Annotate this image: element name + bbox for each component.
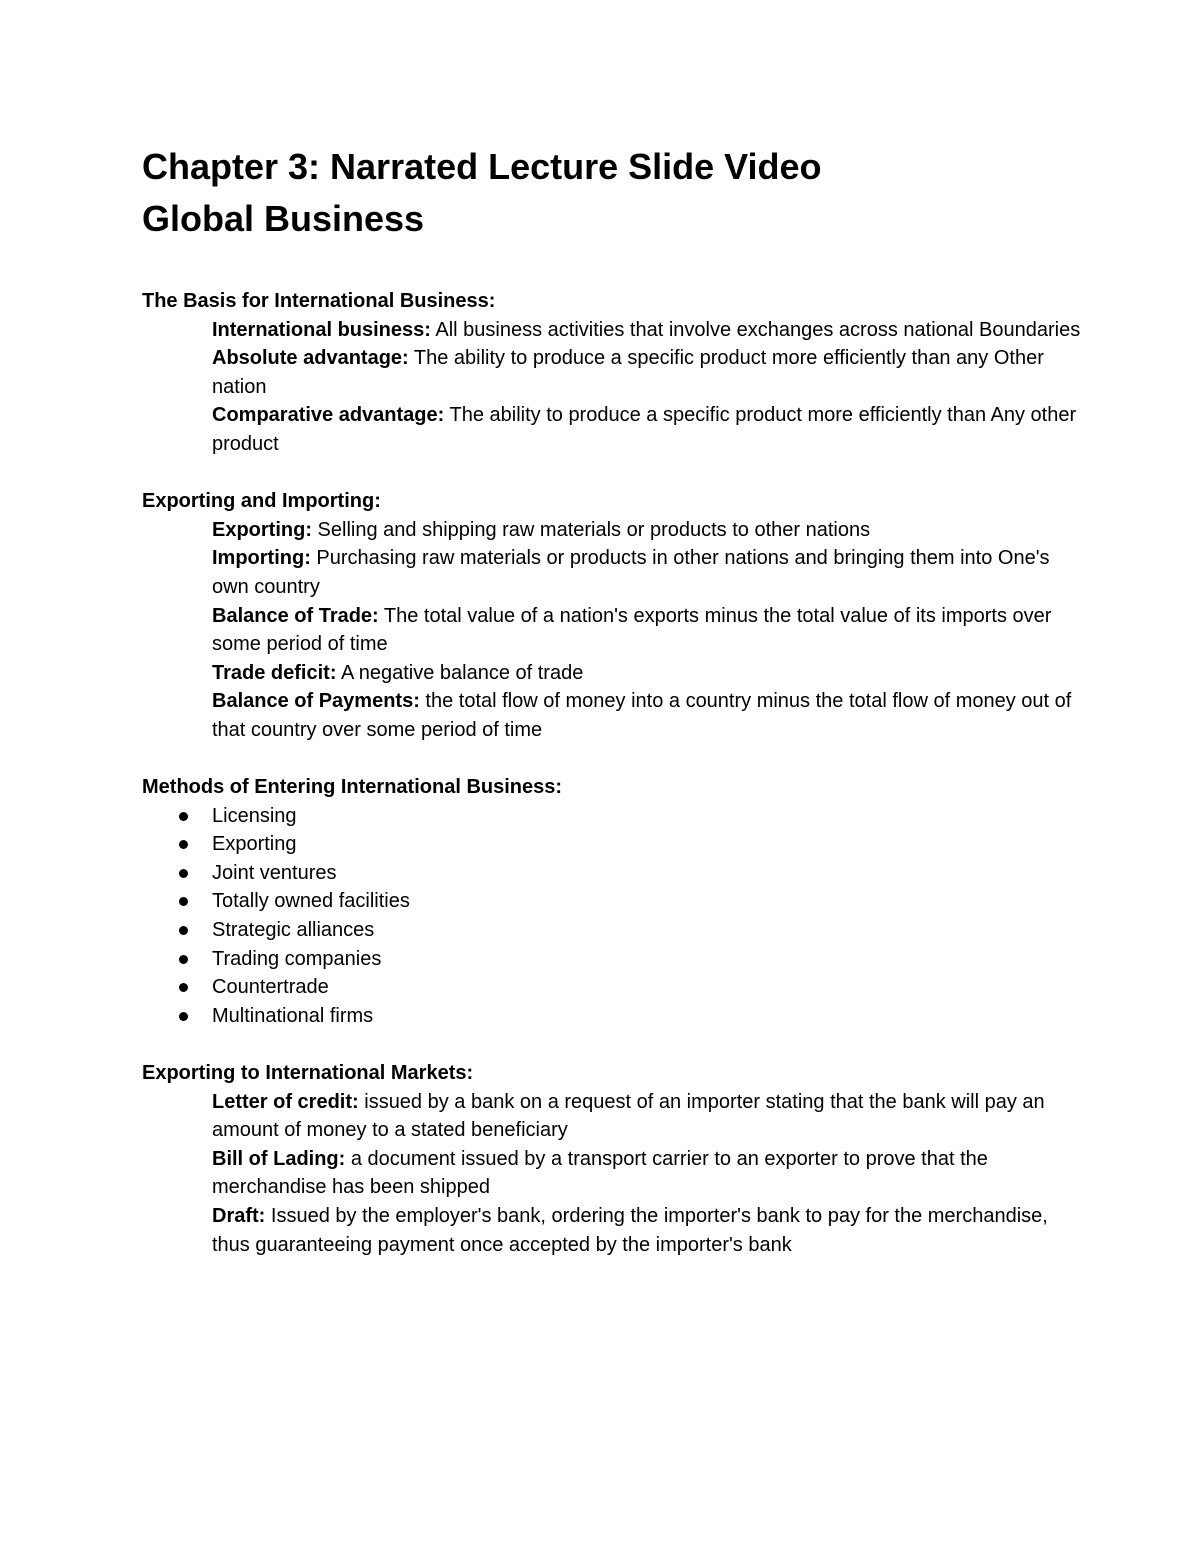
section-exporting-markets — [142, 1059, 1082, 1259]
title-line-1: Chapter 3: Narrated Lecture Slide Video — [142, 146, 822, 187]
list-item — [142, 973, 1082, 1002]
definition-entry — [212, 602, 1082, 659]
definition-entry — [212, 316, 1082, 345]
definition-term: Letter of credit: — [212, 1090, 359, 1113]
definition-term: Importing: — [212, 547, 311, 570]
definition-text: issued by a bank on a request of an importer stating that the bank will pay an amount of money to a stated beneficiary — [212, 1090, 1045, 1142]
section-heading: Exporting to International Markets: — [142, 1062, 474, 1085]
definition-term: Bill of Lading: — [212, 1147, 346, 1170]
list-item-text: Multinational firms — [212, 1004, 374, 1027]
definition-term: Draft: — [212, 1205, 266, 1227]
definition-entry — [212, 401, 1082, 458]
bullet-icon — [179, 897, 188, 906]
definition-term: Exporting: — [212, 518, 312, 541]
definition-text: Selling and shipping raw materials or products to other nations — [312, 518, 871, 541]
document-body — [142, 287, 1082, 1288]
definition-term: Absolute advantage: — [212, 347, 409, 370]
list-item — [142, 830, 1082, 859]
bullet-icon — [179, 869, 188, 878]
title-line-2: Global Business — [142, 198, 425, 239]
bullet-icon — [179, 926, 188, 935]
bullet-icon — [179, 1012, 188, 1021]
definition-term: Balance of Payments: — [212, 690, 420, 713]
definition-list — [142, 516, 1082, 745]
list-item-text: Exporting — [212, 833, 297, 856]
list-item-text: Totally owned facilities — [212, 890, 410, 913]
section-methods — [142, 773, 1082, 1030]
section-basis — [142, 287, 1082, 459]
definition-text: the total flow of money into a country minus the total flow of money out of that country over some period of time — [212, 690, 1072, 741]
definition-entry — [212, 344, 1082, 401]
definition-text: Issued by the employer's bank, ordering the importer's bank to pay for the merchandise, thus guaranteeing payment once accepted by the importer's bank — [212, 1205, 1048, 1256]
definition-text: The ability to produce a specific product more efficiently than any Other nation — [212, 347, 1044, 398]
list-item-text: Joint ventures — [212, 861, 337, 884]
bullet-icon — [179, 840, 188, 849]
list-item — [142, 1002, 1082, 1031]
list-item — [142, 802, 1082, 831]
bullet-icon — [179, 955, 188, 964]
section-exporting-importing — [142, 487, 1082, 744]
definition-list — [142, 1088, 1082, 1260]
definition-text: a document issued by a transport carrier to an exporter to prove that the merchandise has been shipped — [212, 1147, 988, 1199]
list-item — [142, 916, 1082, 945]
list-item-text: Trading companies — [212, 947, 382, 970]
definition-text: A negative balance of trade — [336, 661, 584, 684]
list-item-text: Countertrade — [212, 976, 329, 999]
definition-entry — [212, 544, 1082, 601]
section-heading: Exporting and Importing: — [142, 490, 381, 513]
definition-term: Trade deficit: — [212, 661, 337, 684]
definition-text: The total value of a nation's exports minus the total value of its imports over some period of time — [212, 604, 1052, 656]
list-item — [142, 859, 1082, 888]
definition-term: International business: — [212, 318, 431, 341]
bullet-list — [142, 802, 1082, 1031]
definition-entry — [212, 1145, 1082, 1202]
definition-entry — [212, 687, 1082, 744]
bullet-icon — [179, 983, 188, 992]
section-heading: Methods of Entering International Business: — [142, 776, 563, 799]
definition-text: All business activities that involve exchanges across national Boundaries — [430, 318, 1081, 341]
definition-text: Purchasing raw materials or products in other nations and bringing them into One's own country — [212, 547, 1050, 598]
list-item — [142, 945, 1082, 974]
list-item-text: Licensing — [212, 804, 297, 827]
section-heading: The Basis for International Business: — [142, 290, 496, 312]
definition-term: Comparative advantage: — [212, 404, 445, 427]
list-item-text: Strategic alliances — [212, 919, 375, 942]
document-title — [142, 141, 1102, 245]
definition-entry — [212, 659, 1082, 688]
definition-text: The ability to produce a specific product more efficiently than Any other product — [212, 404, 1077, 455]
definition-term: Balance of Trade: — [212, 604, 379, 627]
definition-list — [142, 316, 1082, 459]
list-item — [142, 887, 1082, 916]
definition-entry — [212, 1088, 1082, 1145]
definition-entry — [212, 516, 1082, 545]
bullet-icon — [179, 812, 188, 821]
definition-entry — [212, 1202, 1082, 1259]
